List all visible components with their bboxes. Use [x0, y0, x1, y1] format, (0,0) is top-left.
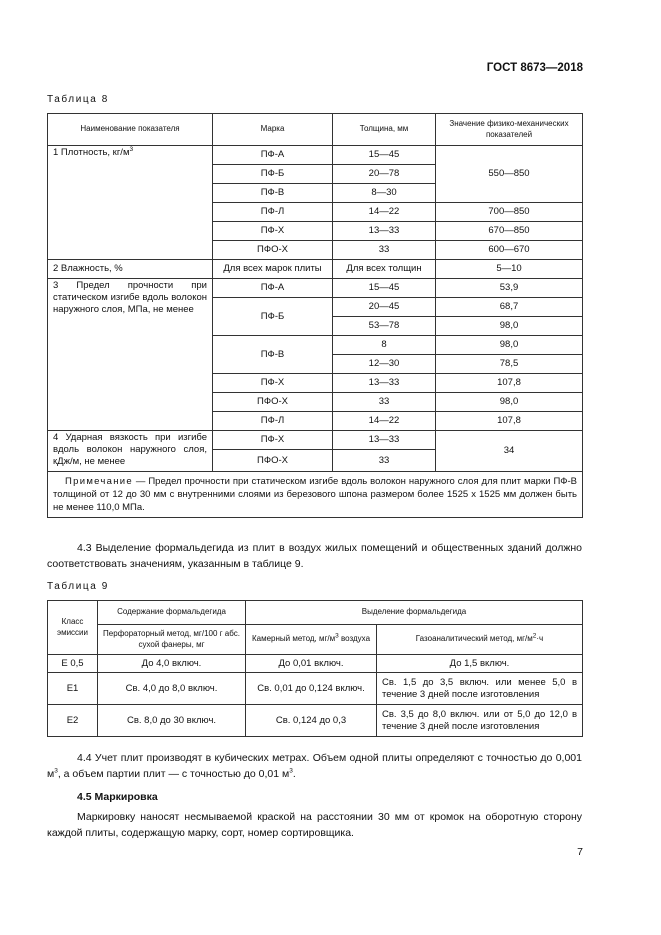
t8-cell: 20—78 — [333, 165, 436, 184]
t8-cell: 700—850 — [436, 203, 583, 222]
t8-header-thickness: Толщина, мм — [333, 114, 436, 146]
t9-cell: До 0,01 включ. — [246, 655, 377, 673]
t8-impact-label: 4 Ударная вязкость при изгибе вдоль волокон наружного слоя, кДж/м, не менее — [48, 431, 213, 472]
t8-cell: ПФ-В — [213, 336, 333, 374]
t8-note: Примечание — Предел прочности при статическом изгибе вдоль волокон наружного слоя для плит марки ПФ-В толщиной от 12 до 30 мм с внутренними слоями из березового шпона размером более 1525 х 1525 мм должен быть не менее 110,0 МПа. — [48, 472, 583, 518]
table9-caption: Таблица 9 — [47, 581, 109, 592]
paragraph-4-3: 4.3 Выделение формальдегида из плит в воздух жилых помещений и общественных зданий должно соответствовать значениям, указанным в таблице 9. — [47, 542, 582, 570]
t9-cell: Св. 4,0 до 8,0 включ. — [98, 673, 246, 705]
t8-cell: 53—78 — [333, 317, 436, 336]
t8-cell: Для всех толщин — [333, 260, 436, 279]
t9-header-emission: Выделение формальдегида — [246, 601, 583, 625]
t8-cell: 14—22 — [333, 412, 436, 431]
t8-cell: 98,0 — [436, 393, 583, 412]
t8-cell: ПФ-Б — [213, 165, 333, 184]
t8-cell: 14—22 — [333, 203, 436, 222]
t8-cell: 13—33 — [333, 222, 436, 241]
t9-cell: Е 0,5 — [48, 655, 98, 673]
t9-cell: Е1 — [48, 673, 98, 705]
t8-cell: 98,0 — [436, 317, 583, 336]
t8-cell: 33 — [333, 241, 436, 260]
t9-cell: Е2 — [48, 705, 98, 737]
t8-cell: 20—45 — [333, 298, 436, 317]
t9-cell: Св. 3,5 до 8,0 включ. или от 5,0 до 12,0 в течение 3 дней после изготовления — [377, 705, 583, 737]
t8-cell: 13—33 — [333, 431, 436, 450]
t8-cell: 13—33 — [333, 374, 436, 393]
t8-cell: ПФ-А — [213, 146, 333, 165]
section-heading-4-5: 4.5 Маркировка — [77, 791, 158, 803]
t9-cell: До 1,5 включ. — [377, 655, 583, 673]
t8-cell: ПФ-В — [213, 184, 333, 203]
t9-header-gas: Газоаналитический метод, $мг/м^2\cdot ч$ — [377, 625, 583, 655]
t8-cell: ПФ-А — [213, 279, 333, 298]
t9-cell: Св. 0,124 до 0,3 — [246, 705, 377, 737]
table8-caption: Таблица 8 — [47, 94, 109, 105]
paragraph-4-5: Маркировку наносят несмываемой краской на расстоянии 30 мм от кромок на оборотную сторону каждой плиты, содержащую марку, сорт, номер сортировщика. — [47, 811, 582, 839]
t8-cell: 107,8 — [436, 412, 583, 431]
t8-cell: 600—670 — [436, 241, 583, 260]
t8-cell: 15—45 — [333, 279, 436, 298]
standard-header: ГОСТ 8673—2018 — [486, 62, 583, 74]
t8-cell: 5—10 — [436, 260, 583, 279]
t8-cell: ПФО-Х — [213, 450, 333, 472]
t8-cell: 8 — [333, 336, 436, 355]
t9-header-chamber: Камерный метод, $мг/м^3$ воздуха — [246, 625, 377, 655]
t8-cell: ПФО-Х — [213, 241, 333, 260]
page-number: 7 — [577, 846, 583, 858]
t8-cell: 15—45 — [333, 146, 436, 165]
t8-cell: 78,5 — [436, 355, 583, 374]
t8-cell: 550—850 — [436, 146, 583, 203]
t8-cell: 670—850 — [436, 222, 583, 241]
t9-header-content: Содержание формальдегида — [98, 601, 246, 625]
t8-cell: ПФ-Л — [213, 203, 333, 222]
t8-cell: ПФ-Х — [213, 431, 333, 450]
t9-header-class: Класс эмиссии — [48, 601, 98, 655]
t8-density-label: 1 Плотность, $кг/м^3$ — [48, 146, 213, 260]
t8-strength-label: 3 Предел прочности при статическом изгибе вдоль волокон наружного слоя, МПа, не менее — [48, 279, 213, 431]
t8-header-indicator: Наименование показателя — [48, 114, 213, 146]
t8-cell: ПФ-Х — [213, 374, 333, 393]
t9-header-perforator: Перфораторный метод, мг/100 г абс. сухой фанеры, мг — [98, 625, 246, 655]
t9-cell: Св. 1,5 до 3,5 включ. или менее 5,0 в течение 3 дней после изготовления — [377, 673, 583, 705]
t8-header-value: Значение физико-механических показателей — [436, 114, 583, 146]
paragraph-4-4: 4.4 Учет плит производят в кубических метрах. Объем одной плиты определяют с точностью до 0,001 $м^3$, а объем партии плит — с точностью до 0,01 $м^3$. — [47, 752, 582, 780]
t8-cell: Для всех марок плиты — [213, 260, 333, 279]
t8-cell: 12—30 — [333, 355, 436, 374]
t9-cell: Св. 0,01 до 0,124 включ. — [246, 673, 377, 705]
t8-cell: 8—30 — [333, 184, 436, 203]
t8-cell: 34 — [436, 431, 583, 472]
t8-humidity-label: 2 Влажность, % — [48, 260, 213, 279]
t8-cell: 68,7 — [436, 298, 583, 317]
t8-cell: 98,0 — [436, 336, 583, 355]
t8-cell: ПФ-Л — [213, 412, 333, 431]
table8 — [47, 113, 583, 518]
t8-cell: ПФО-Х — [213, 393, 333, 412]
t8-cell: 107,8 — [436, 374, 583, 393]
table9 — [47, 600, 583, 737]
t8-cell: 33 — [333, 450, 436, 472]
t8-cell: 53,9 — [436, 279, 583, 298]
t9-cell: Св. 8,0 до 30 включ. — [98, 705, 246, 737]
t8-header-grade: Марка — [213, 114, 333, 146]
t8-cell: ПФ-Б — [213, 298, 333, 336]
t8-cell: ПФ-Х — [213, 222, 333, 241]
t9-cell: До 4,0 включ. — [98, 655, 246, 673]
t8-cell: 33 — [333, 393, 436, 412]
